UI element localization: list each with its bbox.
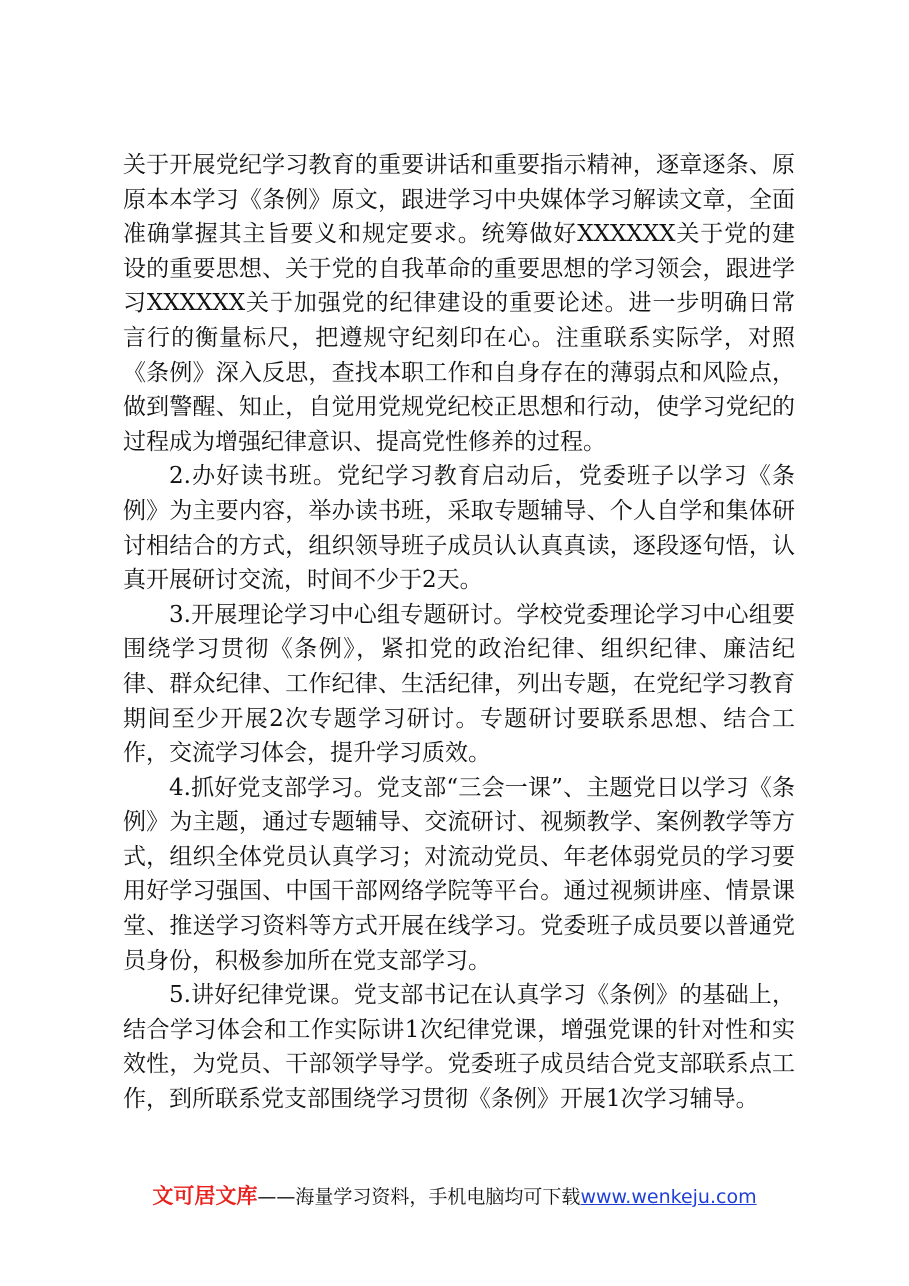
footer-tagline: ——海量学习资料，手机电脑均可下载 [257, 1186, 581, 1208]
footer-banner [0, 1182, 909, 1211]
paragraph-item-5: 5.讲好纪律党课。党支部书记在认真学习《条例》的基础上，结合学习体会和工作实际讲1次纪律党课，增强党课的针对性和实效性，为党员、干部领学导学。党委班子成员结合党支部联系点工作，到所联系党支部围绕学习贯彻《条例》开展1次学习辅导。 [123, 982, 795, 1113]
footer-brand: 文可居文库 [152, 1184, 258, 1208]
paragraph-item-2: 2.办好读书班。党纪学习教育启动后，党委班子以学习《条例》为主要内容，举办读书班，采取专题辅导、个人自学和集体研讨相结合的方式，组织领导班子成员认认真真读，逐段逐句悟，认真开展研讨交流，时间不少于2天。 [123, 463, 795, 594]
paragraph-item-4: 4.抓好党支部学习。党支部“三会一课”、主题党日以学习《条例》为主题，通过专题辅导、交流研讨、视频教学、案例教学等方式，组织全体党员认真学习；对流动党员、年老体弱党员的学习要用好学习强国、中国干部网络学院等平台。通过视频讲座、情景课堂、推送学习资料等方式开展在线学习。党委班子成员要以普通党员身份，积极参加所在党支部学习。 [123, 774, 795, 974]
document-body [123, 148, 795, 1117]
footer-website-link[interactable]: www.wenkeju.com [580, 1186, 757, 1208]
paragraph-item-3: 3.开展理论学习中心组专题研讨。学校党委理论学习中心组要围绕学习贯彻《条例》，紧扣党的政治纪律、组织纪律、廉洁纪律、群众纪律、工作纪律、生活纪律，列出专题，在党纪学习教育期间至少开展2次专题学习研讨。专题研讨要联系思想、结合工作，交流学习体会，提升学习质效。 [123, 601, 795, 767]
paragraph-intro-continued: 关于开展党纪学习教育的重要讲话和重要指示精神，逐章逐条、原原本本学习《条例》原文，跟进学习中央媒体学习解读文章，全面准确掌握其主旨要义和规定要求。统筹做好XXXXXX关于党的建设的重要思想、关于党的自我革命的重要思想的学习领会，跟进学习XXXXXX关于加强党的纪律建设的重要论述。进一步明确日常言行的衡量标尺，把遵规守纪刻印在心。注重联系实际学，对照《条例》深入反思，查找本职工作和自身存在的薄弱点和风险点，做到警醒、知止，自觉用党规党纪校正思想和行动，使学习党纪的过程成为增强纪律意识、提高党性修养的过程。 [123, 152, 795, 455]
